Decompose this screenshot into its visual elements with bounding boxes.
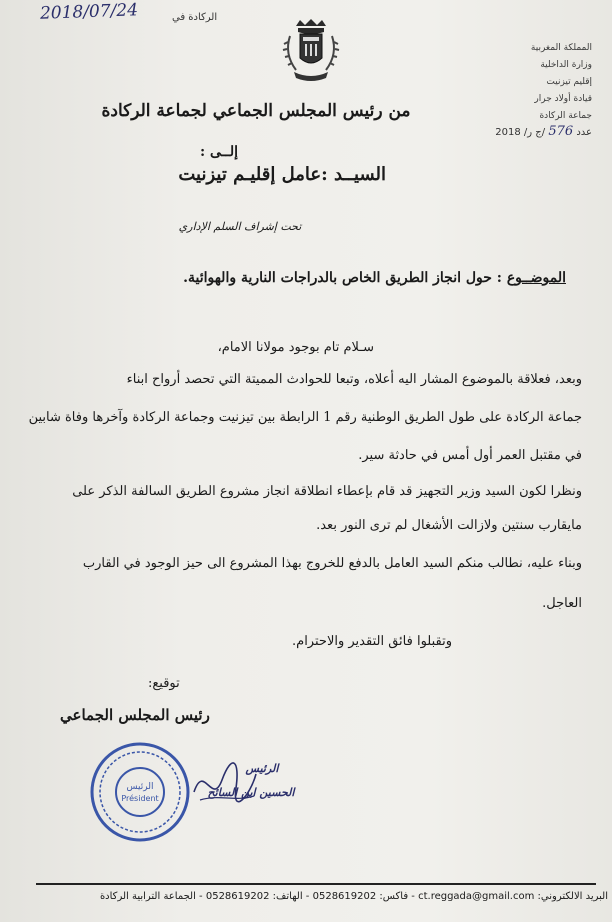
signature-label: توقيع: (148, 676, 180, 691)
reference-number (495, 124, 592, 139)
admin-header-line: قيادة أولاد جرار (534, 94, 592, 104)
reference-suffix: /ج ر/ 2018 (495, 127, 546, 138)
subject-line (96, 270, 566, 286)
recipient-label: إلــى : (200, 144, 239, 160)
footer-contact: البريد الالكتروني: ct.reggada@gmail.com - فاكس: 0528619202 - الهاتف: 0528619202 - الجماعة الترابية الركادة (99, 891, 608, 902)
hierarchy-note: تحت إشراف السلم الإداري (178, 220, 302, 233)
subject-label: الموضــوع (506, 270, 566, 286)
president-title: الرئيس (245, 762, 279, 775)
body-line: وبعد، فعلاقة بالموضوع المشار اليه أعلاه، وتبعا للحوادث المميتة التي تحصد أرواح ابناء (126, 372, 582, 387)
handwritten-date: 2018/07/24 (39, 0, 139, 24)
stamp-center-latin: Président (121, 794, 159, 803)
admin-header-line: إقليم تيزنيت (546, 77, 592, 87)
admin-header-line: وزارة الداخلية (540, 60, 592, 70)
closing-line: وتقبلوا فائق التقدير والاحترام. (292, 634, 452, 649)
body-line: وبناء عليه، نطالب منكم السيد العامل بالدفع للخروج بهذا المشروع الى حيز الوجود في القارب (82, 556, 582, 571)
admin-header (482, 40, 592, 125)
body-line: مايقارب سنتين ولازالت الأشغال لم ترى النور بعد. (316, 518, 582, 533)
admin-header-line: جماعة الركادة (539, 111, 592, 121)
kingdom-crown-emblem-icon (276, 18, 346, 88)
sender-title: من رئيس المجلس الجماعي لجماعة الركادة (101, 101, 411, 121)
body-line: سـلام تام بوجود مولانا الامام، (217, 340, 374, 355)
recipient-title: السيــد :عامل إقليـم تيزنيت (178, 164, 386, 185)
body-line: جماعة الركادة على طول الطريق الوطنية رقم 1 الرابطة بين تيزنيت وجماعة الركادة وآخرها وفاة شابين (28, 410, 582, 425)
place-date-label: الركادة في (172, 12, 218, 23)
president-name: الحسين ابن السائح (207, 786, 295, 799)
body-line: ونظرا لكون السيد وزير التجهيز قد قام بإعطاء انطلاقة انجاز مشروع الطريق السالفة الذكر على (72, 484, 582, 499)
stamp-center-arabic: الرئيس (126, 782, 154, 792)
signature-title: رئيس المجلس الجماعي (60, 706, 210, 724)
body-line: العاجل. (542, 596, 582, 611)
admin-header-line: المملكة المغربية (530, 43, 592, 53)
body-line: في مقتبل العمر أول أمس في حادثة سير. (358, 448, 582, 463)
handwritten-signature (190, 752, 260, 812)
subject-text: : حول انجاز الطريق الخاص بالدراجات النارية والهوائية. (183, 270, 502, 286)
reference-handwritten-number: 576 (548, 124, 574, 139)
reference-prefix: عدد (576, 127, 592, 138)
official-round-stamp-icon (88, 740, 192, 844)
footer-divider (36, 883, 596, 885)
